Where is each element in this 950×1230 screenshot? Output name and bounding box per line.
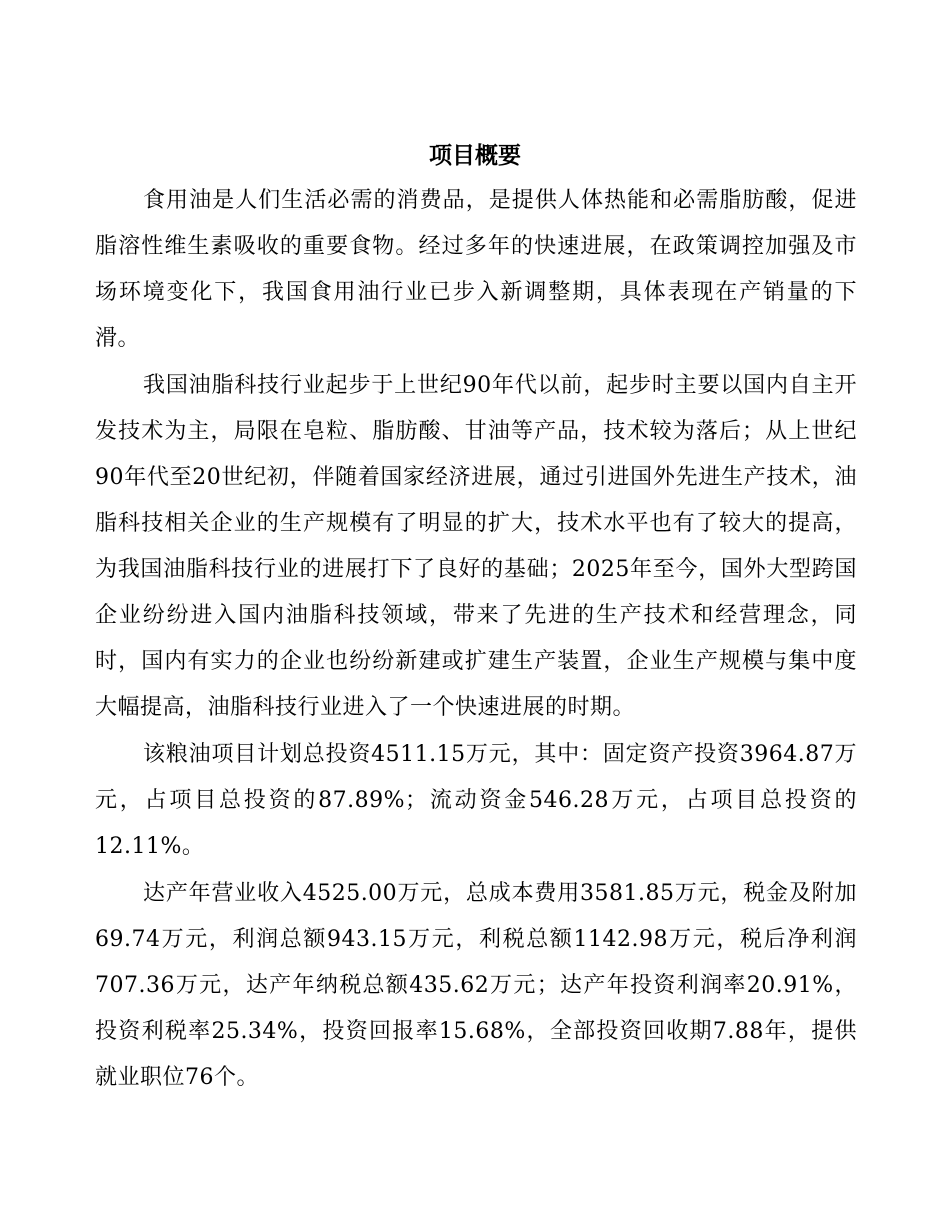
- body-text: [95, 178, 857, 1101]
- section-title: 项目概要: [429, 143, 521, 169]
- paragraph-investment: 该粮油项目计划总投资4511.15万元，其中：固定资产投资3964.87万元，占项目总投资的87.89%；流动资金546.28万元，占项目总投资的12.11%。: [95, 742, 857, 859]
- paragraph-financials: 达产年营业收入4525.00万元，总成本费用3581.85万元，税金及附加69.74万元，利润总额943.15万元，利税总额1142.98万元，税后净利润707.36万元，达产年纳税总额435.62万元；达产年投资利润率20.91%，投资利税率25.34%，投资回报率15.68%，全部投资回收期7.88年，提供就业职位76个。: [95, 881, 857, 1090]
- paragraph-industry-history: 我国油脂科技行业起步于上世纪90年代以前，起步时主要以国内自主开发技术为主，局限在皂粒、脂肪酸、甘油等产品，技术较为落后；从上世纪90年代至20世纪初，伴随着国家经济进展，通过引进国外先进生产技术，油脂科技相关企业的生产规模有了明显的扩大，技术水平也有了较大的提高，为我国油脂科技行业的进展打下了良好的基础；2025年至今，国外大型跨国企业纷纷进入国内油脂科技领域，带来了先进的生产技术和经营理念，同时，国内有实力的企业也纷纷新建或扩建生产装置，企业生产规模与集中度大幅提高，油脂科技行业进入了一个快速进展的时期。: [95, 373, 857, 720]
- paragraph-edible-oil-intro: 食用油是人们生活必需的消费品，是提供人体热能和必需脂肪酸，促进脂溶性维生素吸收的重要食物。经过多年的快速进展，在政策调控加强及市场环境变化下，我国食用油行业已步入新调整期，具体表现在产销量的下滑。: [95, 188, 857, 351]
